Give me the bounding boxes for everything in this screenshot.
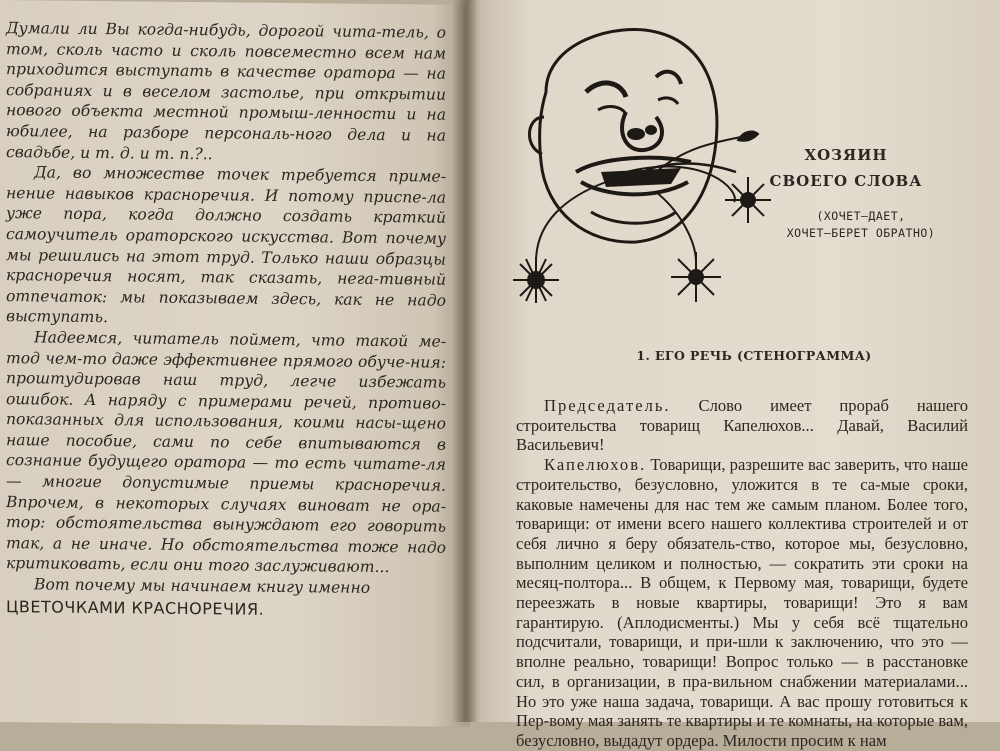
- daisy-left-icon: [513, 257, 559, 303]
- section-heading: 1. ЕГО РЕЧЬ (СТЕНОГРАММА): [636, 348, 872, 363]
- face-with-flowers-illustration: [506, 22, 786, 312]
- speech-paragraph-1: [516, 396, 968, 455]
- closing-caps: ЦВЕТОЧКАМИ КРАСНОРЕЧИЯ.: [6, 596, 265, 619]
- left-paragraph-2: Да, во множестве точек требуется приме-нение навыков красноречия. И потому приспе-ла уже пора, когда должно создать краткий самоучитель ораторского искусства. Вот почему мы решились на этот труд. Только наши образцы красноречия носят, так сказать, нега-тивный отпечаток: мы показываем здесь, как не надо выступать.: [6, 163, 446, 327]
- left-paragraph-3: Надеемся, читатель поймет, что такой ме-тод чем-то даже эффективнее прямого обуче-ния: проштудировав наш труд, легче избежать ошибок. А наряду с примерами речей, противо-показанных для использования, коими насы-щено наше пособие, сами по себе впитываются в сознание будущего оратора — то есть читате-ля — многие допустимые приемы красноречия. Впрочем, в некоторых случаях виноват не ора-тор: обстоятельства вынуждают его говорить так, а не иначе. Но обстоятельства тоже надо критиковать, если они того заслуживают...: [6, 328, 446, 577]
- left-paragraph-1: Думали ли Вы когда-нибудь, дорогой чита-тель, о том, сколь часто и сколь повсеместно всем нам приходится выступать в качестве оратора — на собраниях и в веселом застолье, при открытии нового объекта местной промыш-ленности и на юбилее, на разборе персональ-ного дела и на свадьбе, и т. д. и т. п.?..: [6, 19, 446, 163]
- book-gutter: [452, 0, 478, 722]
- left-page: [0, 0, 470, 727]
- subtitle-line2: ХОЧЕТ—БЕРЕТ ОБРАТНО): [786, 226, 936, 240]
- chapter-title: [766, 142, 926, 194]
- left-page-text: [6, 18, 446, 622]
- bud-icon: [738, 132, 758, 141]
- daisy-right-icon: [725, 177, 771, 223]
- speaker-chairman: Председатель.: [544, 396, 671, 415]
- speaker-kapeliukhov: Капелюхов.: [544, 455, 647, 475]
- subtitle-line1: (ХОЧЕТ—ДАЕТ,: [816, 209, 906, 223]
- speech-kapeliukhov: Товарищи, разрешите вас заверить, что наше строительство, безусловно, уложится в те са-мые сроки, каковые намечены для нас тем же самым планом. Более того, товарищи: от имени всего нашего коллектива строителей и от себя лично я беру обязатель-ство, которое мы, безусловно, выполним целиком и полностью, — сократить эти сроки на месяц-полтора... В общем, к Первому мая, товарищи, будете переезжать в новые квартиры, товарищи! Это я вам гарантирую. (Аплодисменты.) Мы у себя всё тщательно подсчитали, товарищи, и при-шли к заключению, что это — вполне реально, товарищи! Вопрос только — в расстановке сил, в организации, в пра-вильном снабжении материалами... Но это уже наша задача, товарищи. А вас прошу готовиться к Пер-вому мая занять те квартиры и те комнаты, на которые вам, безусловно, выдадут ордера. Милости просим к нам: [516, 455, 968, 750]
- chapter-subtitle: [766, 208, 956, 242]
- left-paragraph-4: Вот почему мы начинаем книгу именно: [34, 575, 371, 597]
- chapter-title-line1: ХОЗЯИН: [804, 146, 888, 164]
- speech-chairman: Слово имеет прораб нашего строительства товарищ Капелюхов... Давай, Василий Васильевич!: [516, 396, 968, 455]
- right-page-text: [516, 396, 968, 751]
- daisy-bottom-icon: [671, 252, 721, 302]
- right-page: [466, 0, 1000, 750]
- speech-paragraph-2: [516, 455, 968, 751]
- chapter-title-line2: СВОЕГО СЛОВА: [769, 172, 923, 190]
